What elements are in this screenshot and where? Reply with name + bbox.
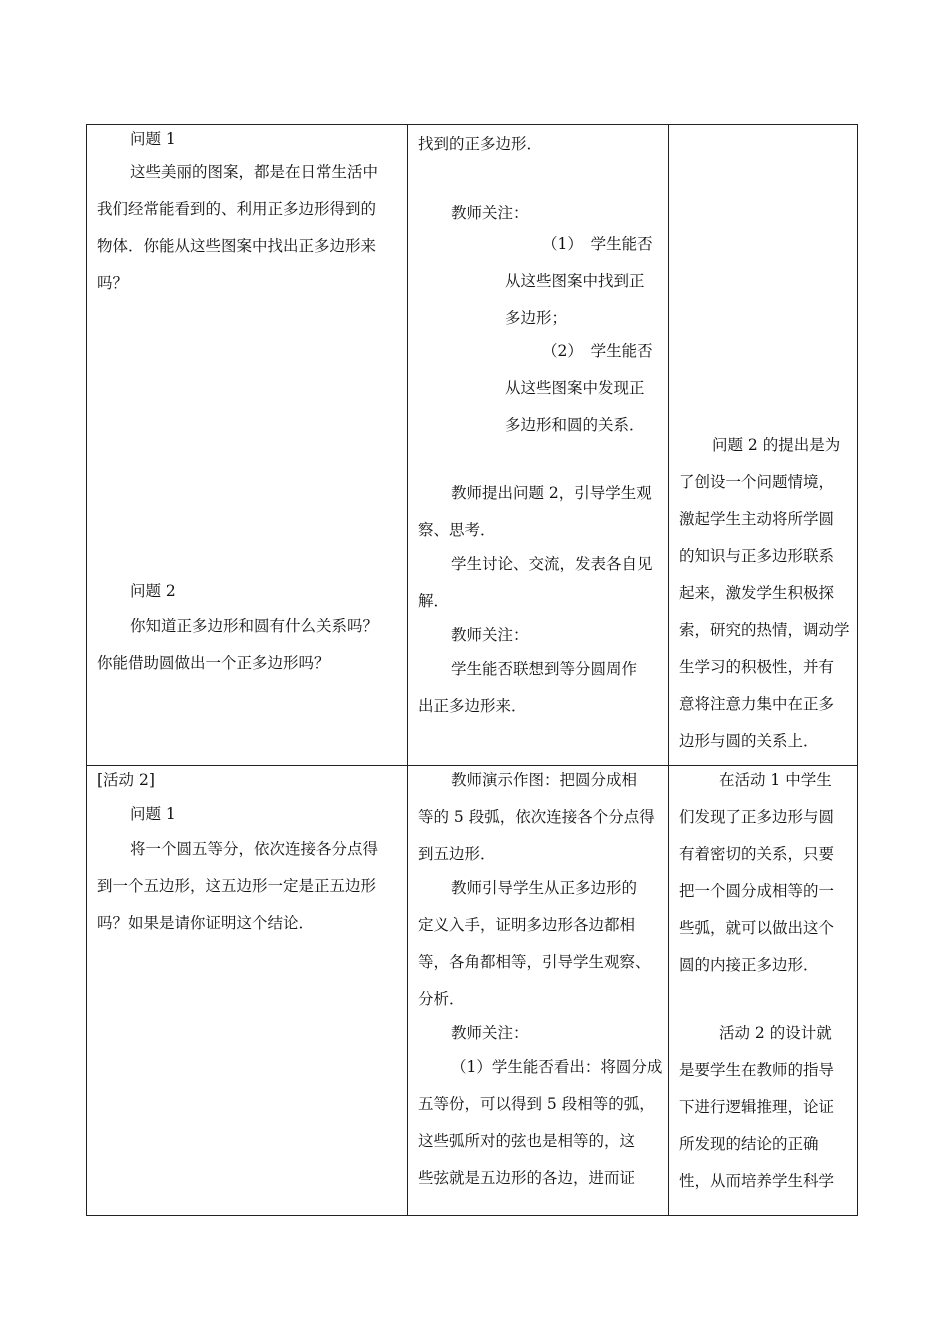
text-line: 激起学生主动将所学圆: [679, 510, 835, 528]
activity-title: [活动 2]: [97, 771, 155, 789]
text-line: 学生讨论、交流，发表各自见: [451, 555, 653, 573]
design-intent-cell: [669, 125, 858, 766]
text-line: 吗？: [97, 274, 129, 292]
text-line: 教师关注：: [451, 1024, 529, 1042]
text-line: 从这些图案中找到正: [505, 272, 645, 290]
text-line: 学生能否联想到等分圆周作: [451, 660, 638, 678]
text-line: 找到的正多边形．: [418, 135, 543, 153]
text-line: 起来，激发学生积极探: [679, 584, 835, 602]
text-line: 有着密切的关系，只要: [679, 845, 835, 863]
text-line: 等，各角都相等，引导学生观察、: [418, 953, 651, 971]
text-line: 问题 2 的提出是为: [712, 436, 841, 454]
question-title: 问题 1: [130, 805, 176, 823]
text-line: 到五边形．: [418, 845, 496, 863]
question-title: 问题 1: [130, 130, 176, 148]
text-line: 些弧，就可以做出这个: [679, 919, 835, 937]
table-row: [87, 125, 858, 766]
text-line: 多边形和圆的关系．: [505, 416, 645, 434]
text-line: 教师提出问题 2，引导学生观: [451, 484, 652, 502]
table-row: [87, 766, 858, 1216]
teacher-activity-cell: [408, 766, 669, 1216]
text-line: 是要学生在教师的指导: [679, 1061, 835, 1079]
text-line: 把一个圆分成相等的一: [679, 882, 835, 900]
text-line: 等的 5 段弧，依次连接各个分点得: [418, 808, 655, 826]
student-activity-cell: [87, 125, 408, 766]
text-line: 教师关注：: [451, 626, 529, 644]
text-line: 到一个五边形，这五边形一定是正五边形: [97, 877, 377, 895]
text-line: 性，从而培养学生科学: [679, 1172, 835, 1190]
text-line: 物体．你能从这些图案中找出正多边形来: [97, 237, 377, 255]
text-line: 察、思考．: [418, 521, 496, 539]
text-line: 定义入手，证明多边形各边都相: [418, 916, 636, 934]
question-title: 问题 2: [130, 582, 176, 600]
text-line: （1） 学生能否: [542, 235, 653, 253]
text-line: 圆的内接正多边形．: [679, 956, 819, 974]
text-line: 所发现的结论的正确: [679, 1135, 819, 1153]
text-line: 下进行逻辑推理，论证: [679, 1098, 835, 1116]
teacher-activity-cell: [408, 125, 669, 766]
text-line: 边形与圆的关系上．: [679, 732, 819, 750]
text-line: 在活动 1 中学生: [719, 771, 832, 789]
text-line: （2） 学生能否: [542, 342, 653, 360]
text-line: 教师关注：: [451, 204, 529, 222]
text-line: 五等份，可以得到 5 段相等的弧，: [418, 1095, 655, 1113]
text-line: 吗？如果是请你证明这个结论．: [97, 914, 315, 932]
text-line: 活动 2 的设计就: [719, 1024, 832, 1042]
student-activity-cell: [87, 766, 408, 1216]
text-line: 生学习的积极性，并有: [679, 658, 835, 676]
text-line: 这些美丽的图案，都是在日常生活中: [130, 163, 379, 181]
text-line: 从这些图案中发现正: [505, 379, 645, 397]
text-line: 将一个圆五等分，依次连接各分点得: [130, 840, 379, 858]
text-line: 教师引导学生从正多边形的: [451, 879, 638, 897]
text-line: 多边形；: [505, 309, 568, 327]
text-line: 分析．: [418, 990, 465, 1008]
text-line: 出正多边形来．: [418, 697, 527, 715]
text-line: 你知道正多边形和圆有什么关系吗？: [130, 617, 379, 635]
text-line: 你能借助圆做出一个正多边形吗？: [97, 654, 330, 672]
text-line: 我们经常能看到的、利用正多边形得到的: [97, 200, 377, 218]
text-line: 解．: [418, 592, 450, 610]
text-line: 意将注意力集中在正多: [679, 695, 835, 713]
text-line: 们发现了正多边形与圆: [679, 808, 835, 826]
design-intent-cell: [669, 766, 858, 1216]
text-line: 些弦就是五边形的各边，进而证: [418, 1169, 636, 1187]
text-line: 索，研究的热情，调动学: [679, 621, 850, 639]
text-line: 这些弧所对的弦也是相等的，这: [418, 1132, 636, 1150]
lesson-plan-table: [86, 124, 858, 1216]
text-line: 的知识与正多边形联系: [679, 547, 835, 565]
text-line: 教师演示作图：把圆分成相: [451, 771, 638, 789]
text-line: （1）学生能否看出：将圆分成: [451, 1058, 663, 1076]
text-line: 了创设一个问题情境，: [679, 473, 835, 491]
